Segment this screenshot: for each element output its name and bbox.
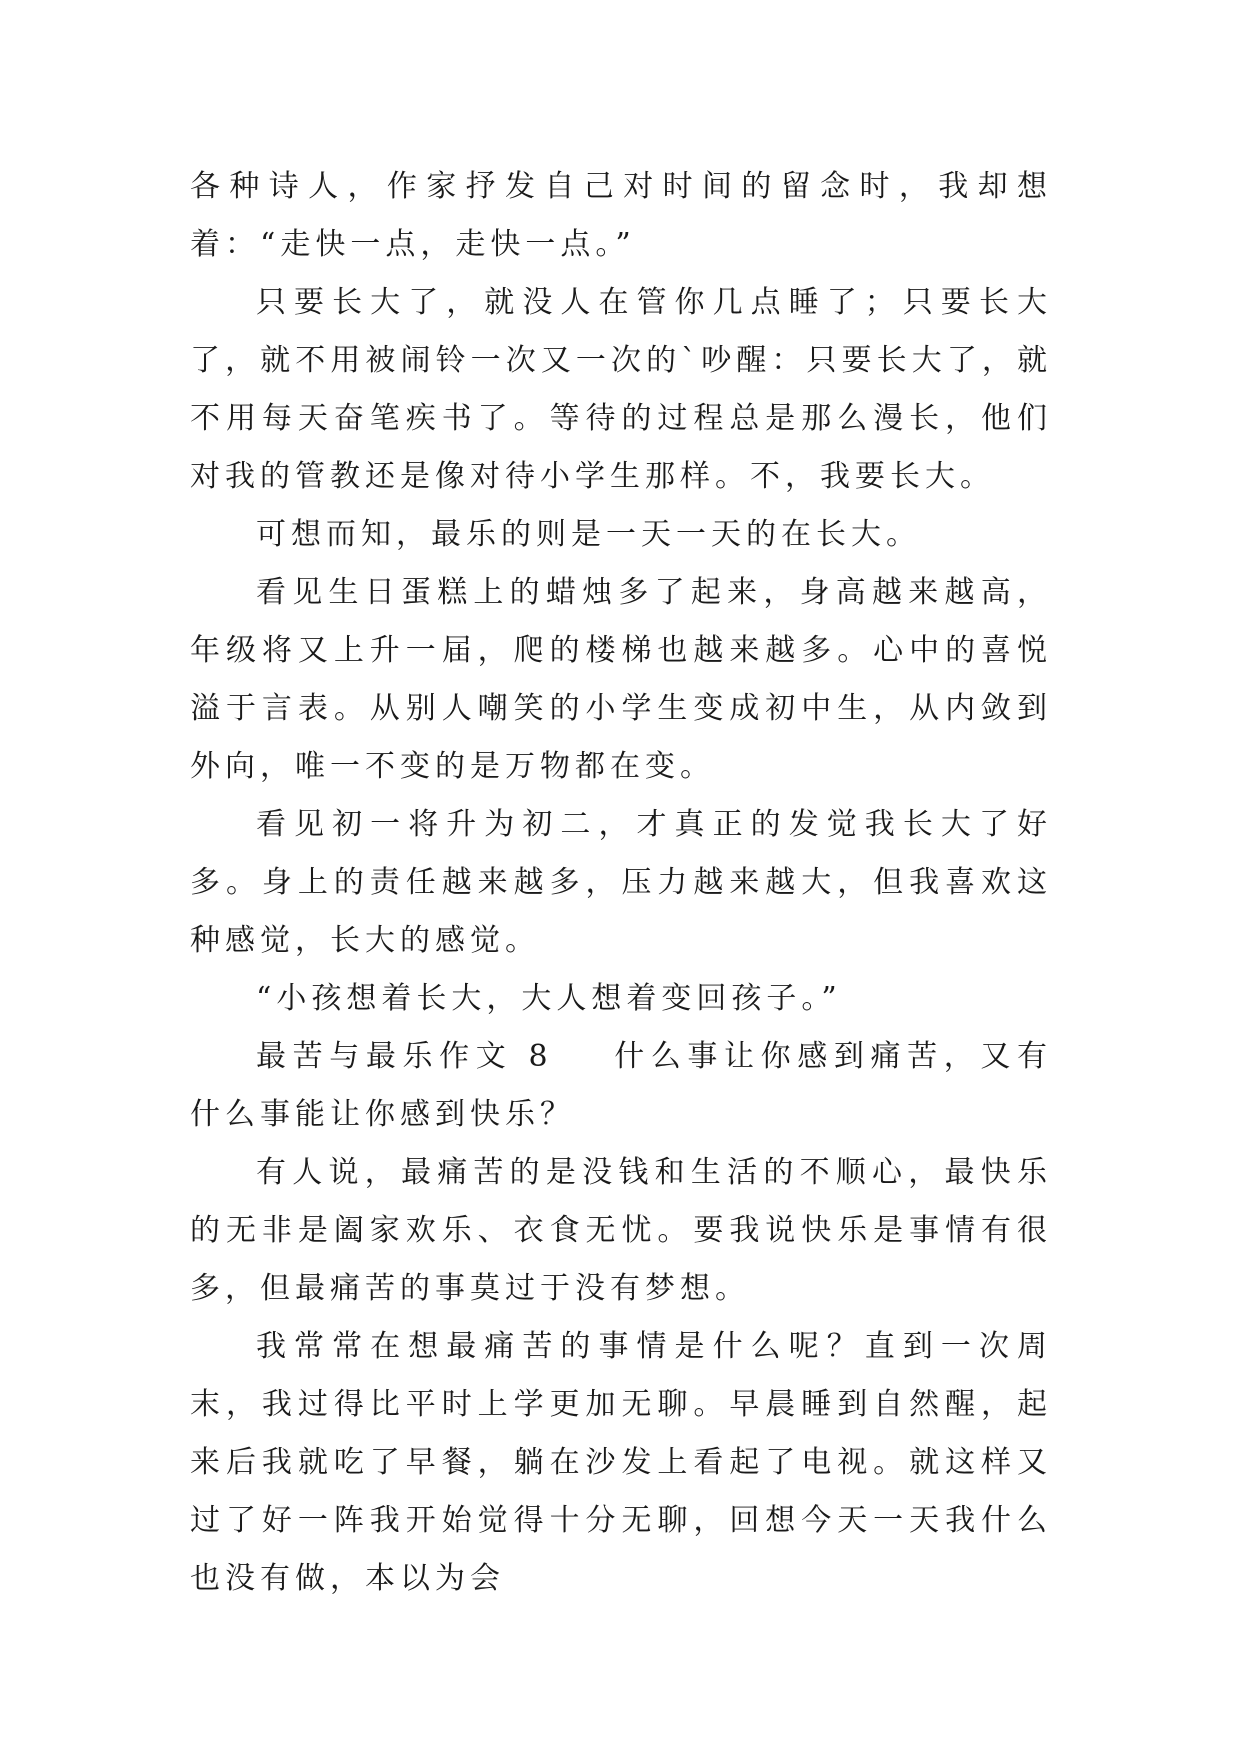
section-lead: 什么事让你感到痛苦，又有什么事能让你感到快乐？: [190, 1039, 1053, 1132]
section-title: 最苦与最乐作文 8: [256, 1039, 553, 1074]
section-heading-paragraph: [190, 1028, 1052, 1144]
paragraph-5: 看见初一将升为初二，才真正的发觉我长大了好多。身上的责任越来越多，压力越来越大，但我喜欢这种感觉，长大的感觉。: [190, 807, 1052, 958]
paragraph-3: 可想而知，最乐的则是一天一天的在长大。: [256, 517, 921, 552]
paragraph-1: 各种诗人，作家抒发自己对时间的留念时，我却想着：“走快一点，走快一点。”: [190, 169, 1052, 262]
paragraph-2: 只要长大了，就没人在管你几点睡了；只要长大了，就不用被闹铃一次又一次的`吵醒：只要长大了，就不用每天奋笔疾书了。等待的过程总是那么漫长，他们对我的管教还是像对待小学生那样。不，我要长大。: [190, 285, 1052, 494]
paragraph-7: 有人说，最痛苦的是没钱和生活的不顺心，最快乐的无非是阖家欢乐、衣食无忧。要我说快乐是事情有很多，但最痛苦的事莫过于没有梦想。: [190, 1155, 1052, 1306]
paragraph-8: 我常常在想最痛苦的事情是什么呢？直到一次周末，我过得比平时上学更加无聊。早晨睡到自然醒，起来后我就吃了早餐，躺在沙发上看起了电视。就这样又过了好一阵我开始觉得十分无聊，回想今天一天我什么也没有做，本以为会: [190, 1329, 1052, 1596]
paragraph-4: 看见生日蛋糕上的蜡烛多了起来，身高越来越高，年级将又上升一届，爬的楼梯也越来越多。心中的喜悦溢于言表。从别人嘲笑的小学生变成初中生，从内敛到外向，唯一不变的是万物都在变。: [190, 575, 1052, 784]
document-body: [190, 158, 1052, 1608]
paragraph-6: “小孩想着长大，大人想着变回孩子。”: [256, 981, 842, 1016]
